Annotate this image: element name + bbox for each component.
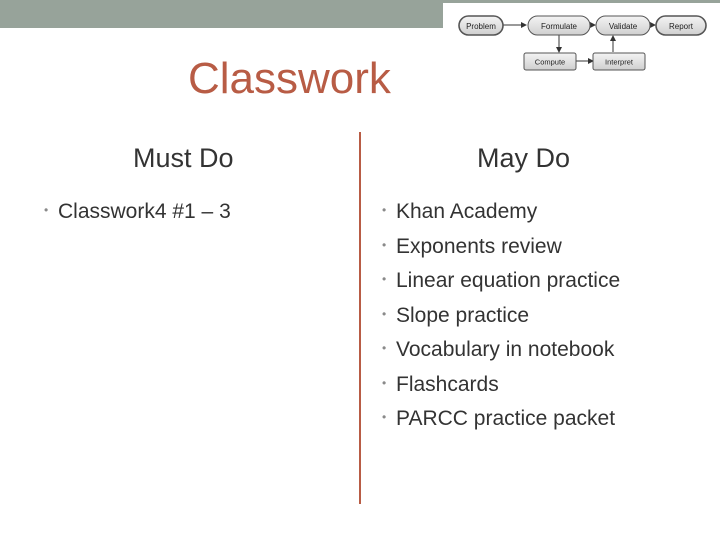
- svg-text:Problem: Problem: [466, 22, 496, 31]
- list-item: • Classwork4 #1 – 3: [44, 195, 231, 230]
- column-divider: [359, 132, 361, 504]
- must-do-list: [44, 195, 231, 230]
- svg-text:Validate: Validate: [608, 22, 638, 31]
- svg-text:Formulate: Formulate: [540, 22, 578, 31]
- list-item: • Slope practice: [382, 299, 620, 334]
- svg-text:Interpret: Interpret: [605, 57, 633, 67]
- list-item: • Khan Academy: [382, 195, 620, 230]
- bullet-icon: •: [44, 203, 49, 218]
- svg-text:Compute: Compute: [534, 57, 566, 67]
- diagram-node-report: [656, 16, 706, 35]
- diagram-node-formulate: [528, 16, 590, 35]
- modeling-cycle-diagram: [443, 3, 720, 83]
- may-do-list: [382, 195, 620, 437]
- diagram-node-interpret: [593, 53, 645, 70]
- must-do-heading: Must Do: [133, 143, 234, 173]
- svg-text:Report: Report: [668, 22, 694, 31]
- bullet-icon: •: [382, 237, 387, 252]
- slide-title: Classwork: [188, 54, 391, 103]
- diagram-node-problem: [459, 16, 503, 35]
- diagram-node-compute: [524, 53, 576, 70]
- bullet-icon: •: [382, 272, 387, 287]
- list-item: • Exponents review: [382, 230, 620, 265]
- list-item: • PARCC practice packet: [382, 402, 620, 437]
- diagram-node-validate: [596, 16, 650, 35]
- bullet-icon: •: [382, 341, 387, 356]
- bullet-icon: •: [382, 410, 387, 425]
- list-item: • Vocabulary in notebook: [382, 333, 620, 368]
- bullet-icon: •: [382, 203, 387, 218]
- bullet-icon: •: [382, 306, 387, 321]
- bullet-icon: •: [382, 375, 387, 390]
- list-item: • Linear equation practice: [382, 264, 620, 299]
- list-item: • Flashcards: [382, 368, 620, 403]
- may-do-heading: May Do: [477, 143, 571, 173]
